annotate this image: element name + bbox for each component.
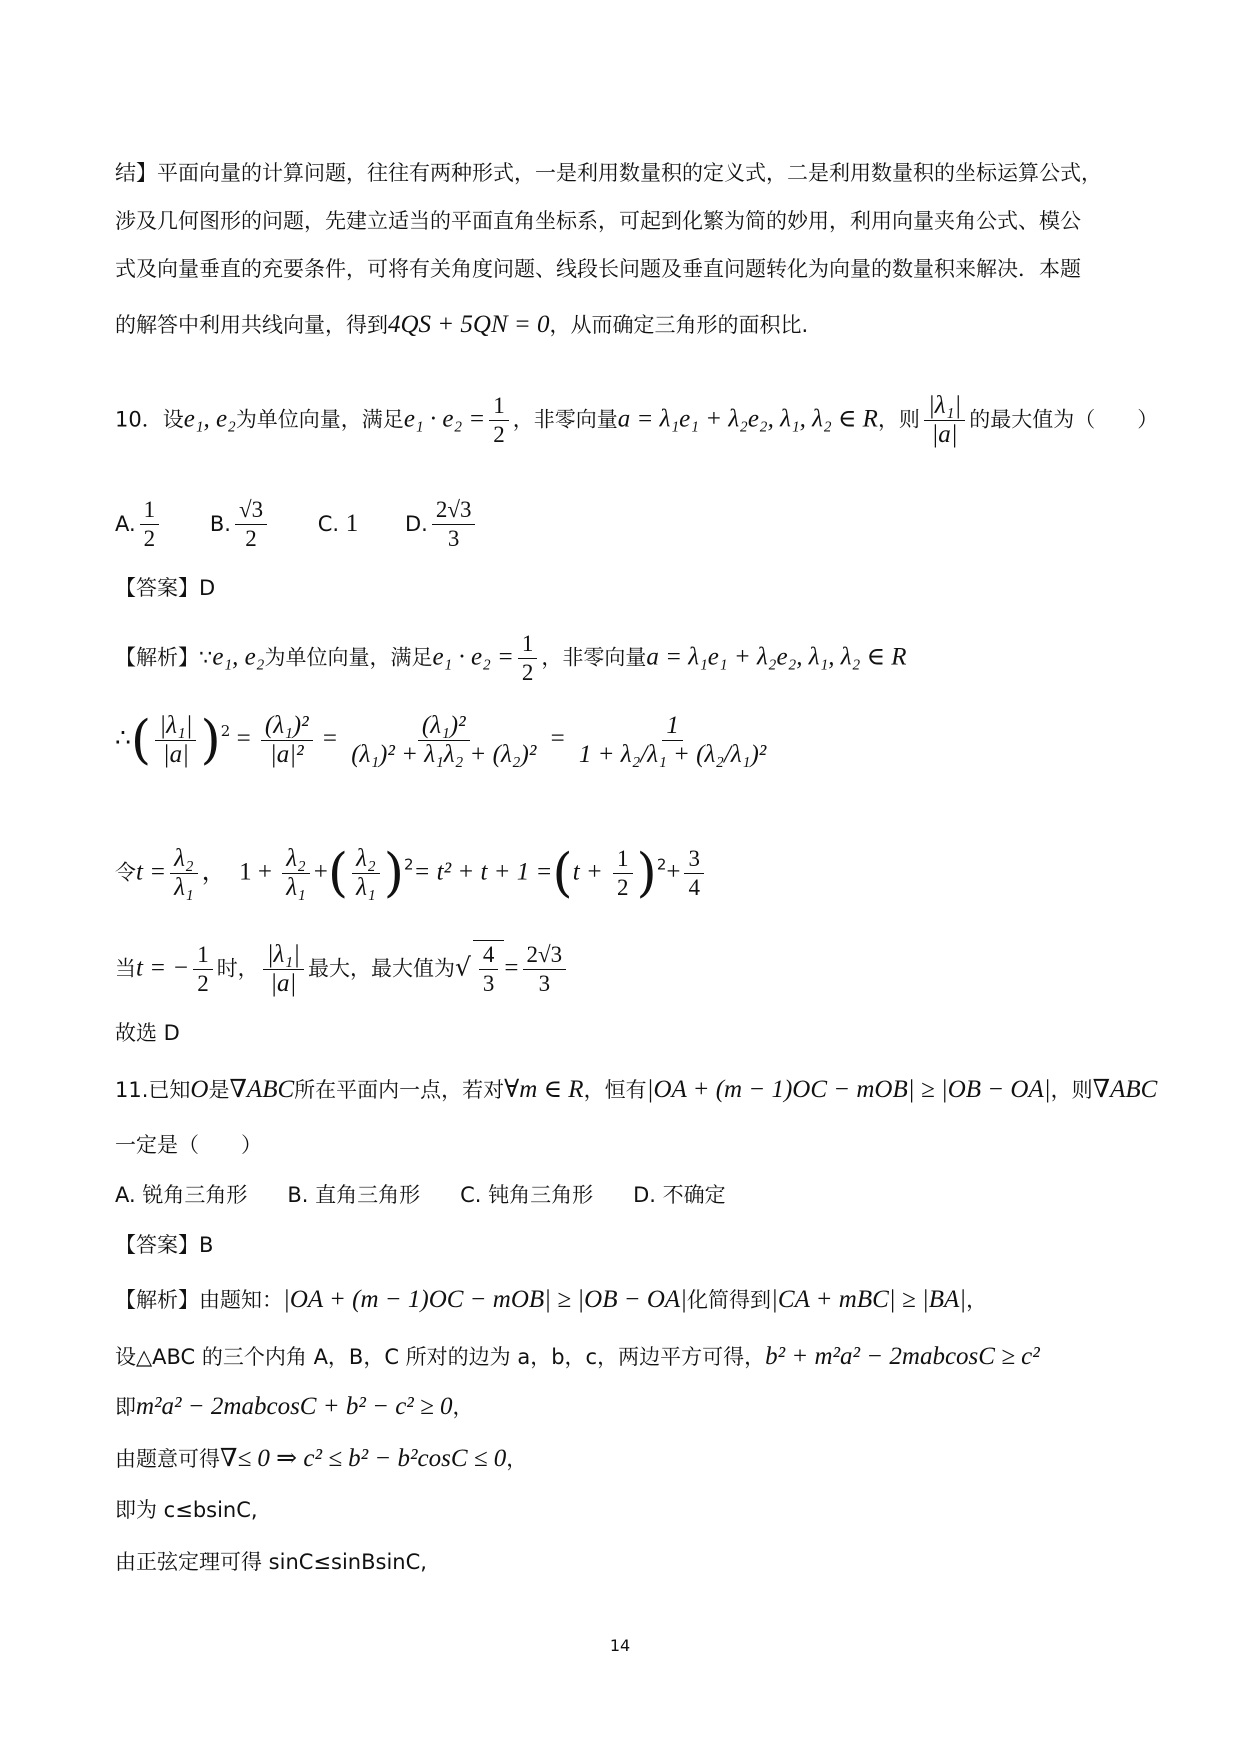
- fraction-numerator: 3: [684, 845, 704, 874]
- fraction-numerator: |λ₁|: [155, 712, 196, 741]
- option-a[interactable]: A. 锐角三角形: [115, 1183, 248, 1207]
- fraction-numerator: 1: [518, 630, 538, 659]
- fraction-denominator: |a|: [270, 970, 297, 997]
- analysis-text: ，: [506, 1447, 528, 1471]
- analysis-text: 为单位向量，满足: [264, 645, 433, 670]
- option-label: A.: [115, 511, 136, 536]
- dot-product-condition: e₁ · e₂ =: [403, 405, 486, 433]
- ratio-fraction: [263, 941, 304, 998]
- triangle-abc: ∇ABC: [229, 1076, 295, 1103]
- question-11-analysis-line-6: 由正弦定理可得 sinC≤sinBsinC,: [115, 1550, 427, 1574]
- ratio-fraction: [155, 712, 196, 769]
- option-fraction: [432, 496, 476, 553]
- fraction-denominator: (λ₁)² + λ₁λ₂ + (λ₂)²: [351, 741, 537, 768]
- fraction-numerator: λ₂: [170, 845, 198, 874]
- unit-vectors: e₁, e₂: [212, 643, 265, 671]
- question-number: 10．设: [115, 407, 184, 432]
- fraction-denominator: 3: [538, 971, 551, 996]
- fraction-numerator: (λ₁)²: [418, 712, 470, 741]
- fraction-numerator: λ₂: [352, 845, 380, 874]
- analysis-text: ，: [966, 1288, 988, 1312]
- analysis-text: 由题意可得: [115, 1447, 220, 1471]
- step2-fraction: [347, 712, 540, 769]
- option-fraction: [235, 496, 267, 553]
- step1-fraction: [261, 712, 313, 769]
- step3-fraction: [575, 712, 770, 769]
- left-paren: (: [327, 843, 349, 904]
- left-paren: (: [552, 843, 573, 904]
- fraction-numerator: √3: [235, 496, 267, 525]
- question-11-analysis-line-2: [115, 1342, 1135, 1372]
- quadratic-inequality: m²a² − 2mabcosC + b² − c² ≥ 0: [136, 1393, 453, 1420]
- fraction-numerator: |λ₁|: [263, 941, 304, 970]
- fraction-numerator: (λ₁)²: [261, 712, 313, 741]
- fraction-three-quarters: [684, 845, 704, 902]
- analysis-text: 即: [115, 1395, 136, 1419]
- question-11-analysis-line-1: [115, 1285, 1135, 1315]
- question-number: 11.已知: [115, 1078, 191, 1102]
- question-10-options: [115, 496, 1135, 553]
- collinear-vector-equation: 4QS + 5QN = 0: [388, 311, 550, 338]
- fraction-numerator: |λ₁|: [924, 392, 965, 421]
- question-text: 的最大值为（ ）: [969, 407, 1159, 432]
- right-paren: ): [383, 843, 404, 904]
- fraction-denominator: |a|: [931, 421, 958, 448]
- question-text: ，则: [877, 407, 920, 432]
- question-10-stem: [115, 392, 1159, 449]
- ratio-fraction: [170, 845, 198, 902]
- triangle-abc: ∇ABC: [1092, 1076, 1158, 1103]
- fraction-denominator: 3: [447, 526, 460, 551]
- question-11-options: [115, 1180, 1135, 1210]
- fraction-half: [613, 845, 633, 902]
- analysis-label: 【解析】由题知：: [115, 1288, 283, 1312]
- fraction-denominator: 2: [617, 875, 629, 900]
- summary-line-2: 涉及几何图形的问题，先建立适当的平面直角坐标系，可起到化繁为简的妙用，利用向量夹角公式、模公: [115, 209, 1081, 233]
- fraction-denominator: 2: [493, 422, 505, 447]
- quadratic-expression: = t² + t + 1 =: [413, 858, 553, 886]
- plus-sign: +: [666, 858, 681, 886]
- analysis-text: ，非零向量: [541, 645, 647, 670]
- result-fraction: [523, 941, 567, 998]
- fraction-half: [489, 392, 509, 449]
- therefore-symbol: ∴: [115, 725, 131, 752]
- t-value: t = −: [136, 954, 190, 982]
- fraction-numerator: 1: [140, 496, 160, 525]
- option-b[interactable]: B. 直角三角形: [287, 1183, 421, 1207]
- fraction-denominator: 2: [245, 526, 257, 551]
- analysis-text: 当: [115, 956, 136, 981]
- question-11-analysis-line-3: [115, 1392, 1135, 1422]
- page-number: 14: [609, 1636, 631, 1655]
- option-a[interactable]: [115, 497, 163, 551]
- vector-inequality: |OA + (m − 1)OC − mOB| ≥ |OB − OA|: [283, 1286, 688, 1313]
- fraction-numerator: 2√3: [432, 496, 476, 525]
- simplified-inequality: |CA + mBC| ≥ |BA|: [771, 1286, 967, 1313]
- option-value: 1: [345, 509, 359, 537]
- fraction-half: [193, 941, 213, 998]
- option-label: D.: [404, 511, 428, 536]
- question-10-conclusion: 故选 D: [115, 1021, 180, 1045]
- analysis-label: 【解析】∵: [115, 645, 213, 670]
- vector-expression: a = λ₁e₁ + λ₂e₂, λ₁, λ₂ ∈ R: [617, 405, 878, 433]
- question-text: ，则: [1050, 1078, 1093, 1102]
- option-label: B.: [209, 511, 231, 536]
- question-text: ，非零向量: [512, 407, 618, 432]
- fraction-numerator: 1: [662, 712, 683, 741]
- summary-line-4-tail: ，从而确定三角形的面积比.: [549, 313, 809, 337]
- vector-inequality: |OA + (m − 1)OC − mOB| ≥ |OB − OA|: [646, 1076, 1051, 1103]
- fraction-denominator: λ₁: [286, 874, 306, 901]
- analysis-text: 令: [115, 860, 136, 885]
- dot-product-condition: e₁ · e₂ =: [432, 643, 514, 671]
- fraction-numerator: 4: [479, 941, 499, 970]
- fraction-denominator: λ₁: [356, 874, 376, 901]
- ratio-fraction: [282, 845, 310, 902]
- analysis-equation-1: ∴( $\frac{\text{|λ₁|}}{|a|}$ )$^2$ = $\frac{\text{(λ₁)²}}{\text{|a|²}}$ = $\frac{\text{(λ₁)²}}{\text{(λ₁)² + λ₁λ₂ + (λ₂)²}}$ = $\frac{1}{\text{1 + λ₂/λ₁ + (λ₂/λ₁)²}}$: [115, 712, 1135, 769]
- fraction-denominator: 3: [482, 971, 495, 996]
- fraction-denominator: λ₁: [174, 874, 194, 901]
- question-text: ，恒有: [583, 1078, 647, 1102]
- summary-line-4-text: 的解答中利用共线向量，得到: [115, 313, 388, 337]
- option-label: C.: [317, 511, 340, 536]
- summary-line-4: [115, 310, 1135, 340]
- question-11-answer: 【答案】B: [115, 1233, 214, 1257]
- option-c[interactable]: C. 钝角三角形: [460, 1183, 594, 1207]
- option-d[interactable]: D. 不确定: [633, 1183, 726, 1207]
- question-10-answer: 【答案】D: [115, 576, 216, 600]
- fraction-denominator: |a|: [162, 741, 189, 768]
- left-paren: (: [130, 710, 152, 771]
- fraction-denominator: 1 + λ₂/λ₁ + (λ₂/λ₁)²: [578, 741, 767, 768]
- fraction-numerator: λ₂: [282, 845, 310, 874]
- fraction-numerator: 1: [193, 941, 213, 970]
- fraction-denominator: |a|²: [269, 741, 304, 768]
- option-c[interactable]: [317, 509, 359, 537]
- discriminant-inequality: ∇≤ 0 ⇒ c² ≤ b² − b²cosC ≤ 0: [220, 1445, 507, 1472]
- right-paren: ): [200, 710, 221, 771]
- squared-inequality: b² + m²a² − 2mabcosC ≥ c²: [765, 1343, 1040, 1370]
- vector-expression: a = λ₁e₁ + λ₂e₂, λ₁, λ₂ ∈ R: [646, 643, 907, 671]
- fraction-four-thirds: [479, 941, 499, 998]
- let-t: t =: [136, 858, 167, 886]
- analysis-text: ，: [452, 1395, 474, 1419]
- forall-condition: ∀m ∈ R: [504, 1076, 584, 1103]
- point-o: O: [190, 1076, 209, 1103]
- option-d[interactable]: [404, 497, 479, 551]
- fraction-denominator: 2: [521, 660, 534, 685]
- question-text: 是: [208, 1078, 230, 1102]
- analysis-text: 化简得到: [687, 1288, 772, 1312]
- fraction-numerator: 1: [489, 392, 509, 421]
- question-text: 所在平面内一点，若对: [294, 1078, 505, 1102]
- unit-vectors: e₁, e₂: [183, 405, 236, 433]
- sqrt-radicand: [473, 940, 505, 998]
- question-11-stem-line-2: 一定是（ ）: [115, 1133, 262, 1157]
- option-fraction: [140, 496, 160, 553]
- fraction-denominator: 2: [197, 971, 209, 996]
- analysis-text: 最大，最大值为: [307, 956, 455, 981]
- analysis-equation-2: 令t = $\frac{\text{λ₂}}{\text{λ₁}}$ ， 1 + $\frac{\text{λ₂}}{\text{λ₁}}$ +( $\frac{\text{λ₂}}{\text{λ₁}}$ )$^2$= t² + t + 1 =(t + $\frac{1}{2}$ )$^2$+ $\frac{3}{4}$: [115, 845, 1135, 902]
- summary-line-1: 结】平面向量的计算问题，往往有两种形式，一是利用数量积的定义式，二是利用数量积的坐标运算公式，: [115, 161, 1102, 185]
- question-text: 为单位向量，满足: [235, 407, 404, 432]
- fraction-denominator: 4: [688, 875, 700, 900]
- ratio-fraction: [924, 392, 965, 449]
- analysis-equation-3: 当t = − $\frac{1}{2}$ 时， $\frac{\text{|λ₁|}}{|a|}$ 最大，最大值为√ $\frac{4}{3}$ = $\frac{2√3}{3}$: [115, 940, 1135, 998]
- fraction-half: [518, 630, 538, 687]
- question-10-analysis-line-1: [115, 630, 1135, 687]
- fraction-numerator: 1: [613, 845, 633, 874]
- analysis-text: 设△ABC 的三个内角 A，B，C 所对的边为 a，b，c，两边平方可得，: [115, 1345, 766, 1369]
- question-11-analysis-line-4: [115, 1444, 1135, 1474]
- ratio-fraction: [352, 845, 380, 902]
- analysis-text: 时，: [216, 956, 259, 981]
- fraction-denominator: 2: [143, 526, 156, 551]
- summary-line-3: 式及向量垂直的充要条件，可将有关角度问题、线段长问题及垂直问题转化为向量的数量积来解决．本题: [115, 257, 1081, 281]
- question-11-stem: [115, 1075, 1158, 1105]
- fraction-numerator: 2√3: [523, 941, 567, 970]
- right-paren: ): [636, 843, 657, 904]
- question-11-analysis-line-5: 即为 c≤bsinC,: [115, 1498, 258, 1522]
- option-b[interactable]: [209, 497, 271, 551]
